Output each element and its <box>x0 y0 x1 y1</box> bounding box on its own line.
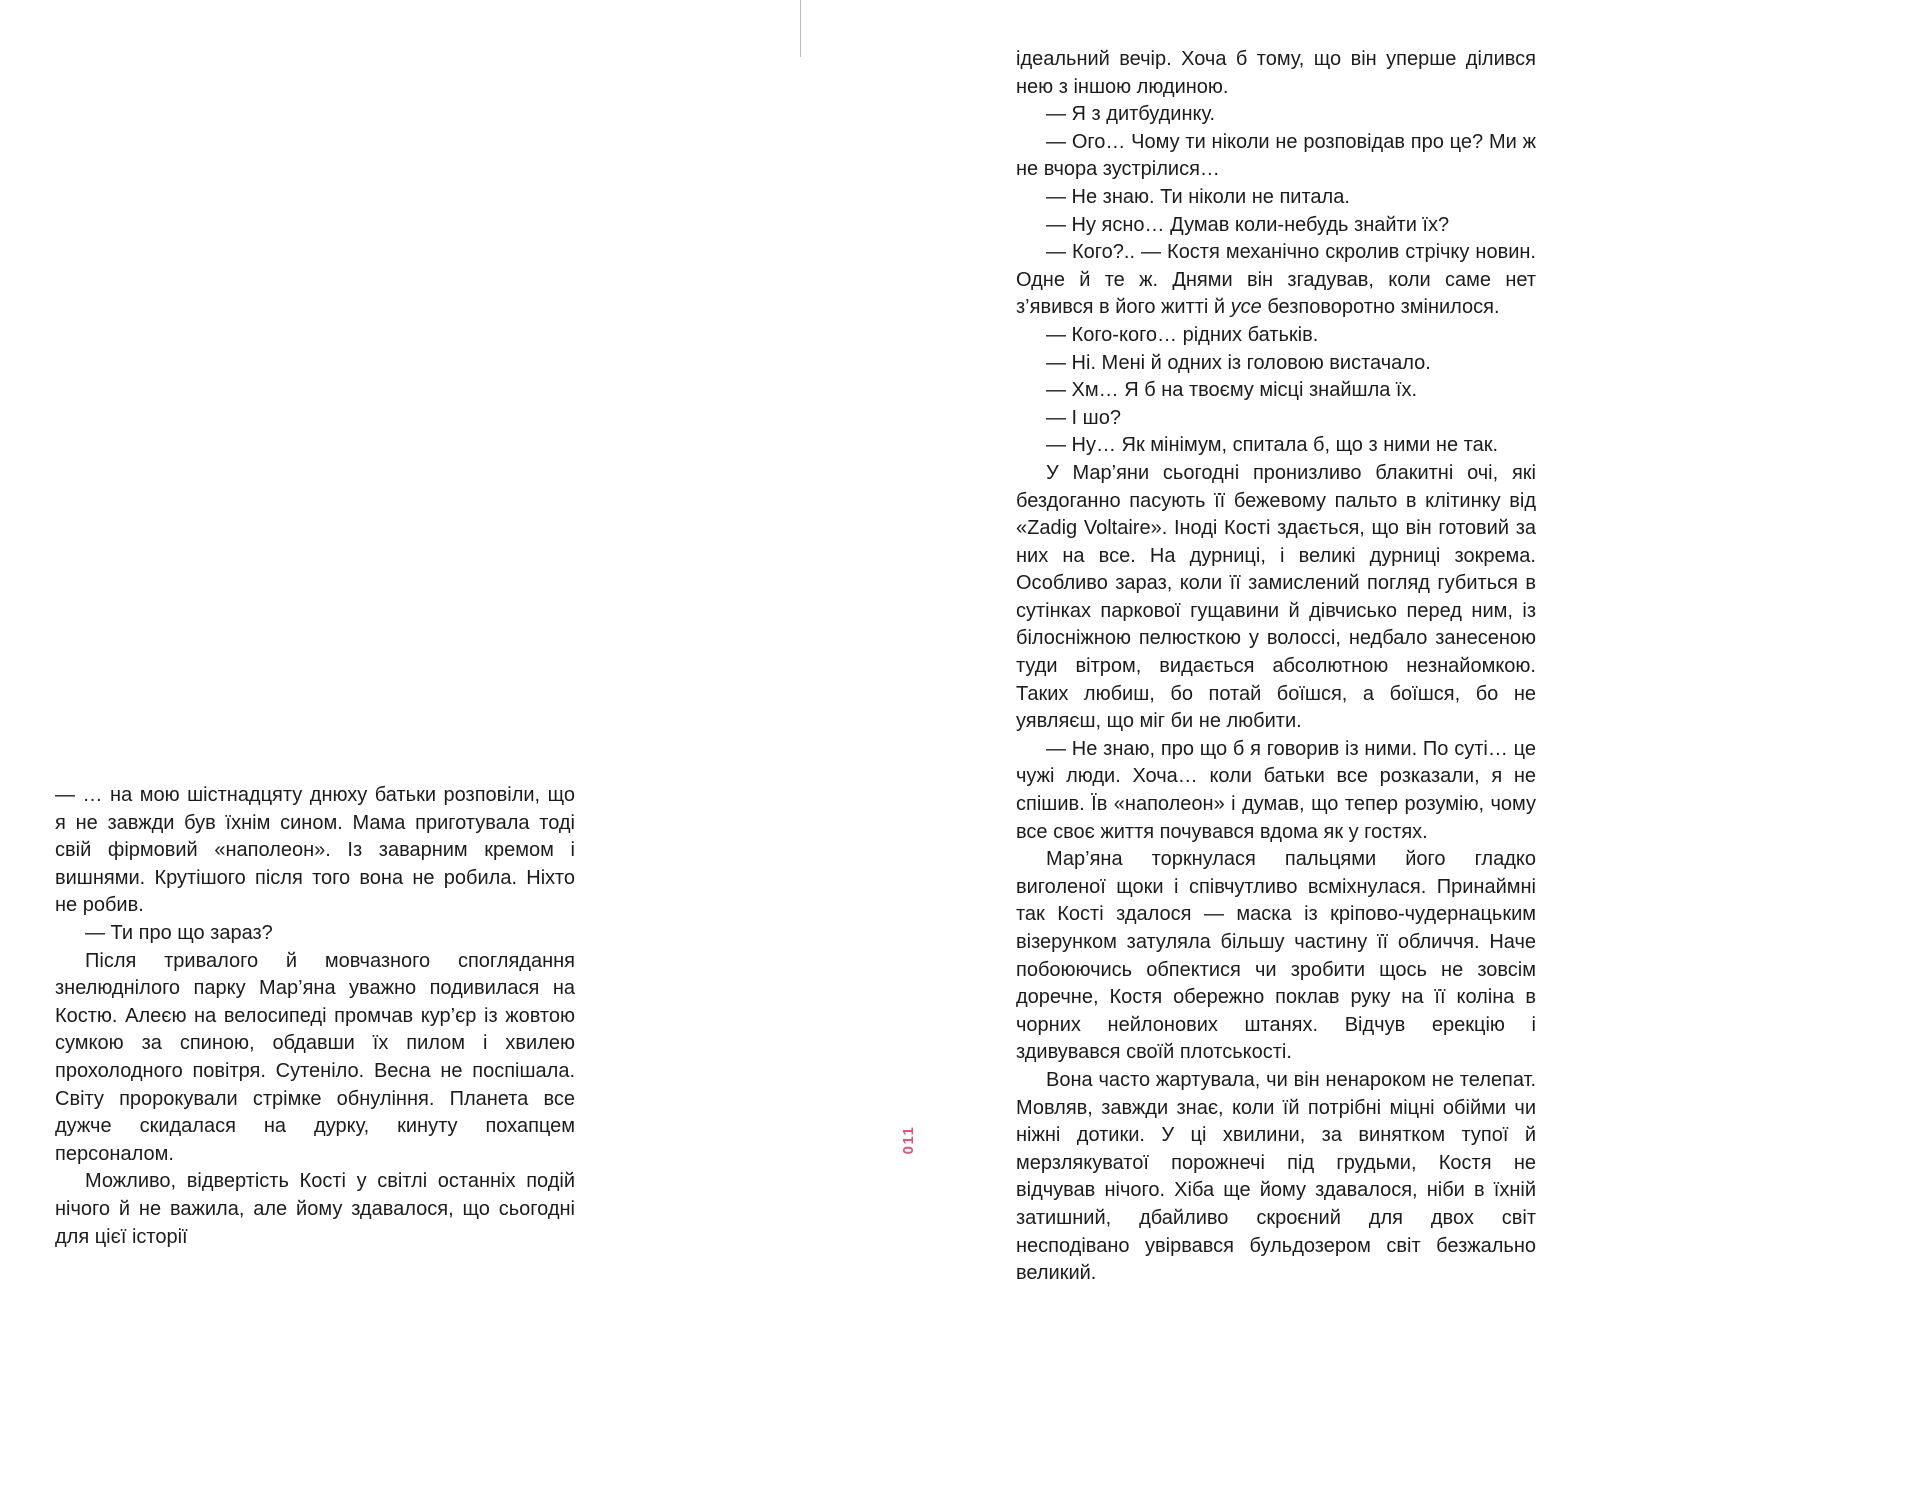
text-run: — Ні. Мені й одних із головою вистачало. <box>1046 351 1431 374</box>
paragraph <box>1016 846 1536 1067</box>
paragraph <box>1016 460 1536 736</box>
text-run: У Мар’яни сьогодні пронизливо блакитні очі, які бездоганно пасують її бежевому пальто в клітинку від «Zadig Voltaire». Іноді Кості здається, що він готовий за них на все. На дурниці, і великі дурниці зокрема. Особливо зараз, коли її замислений погляд губиться в сутінках паркової гущавини й дівчисько перед ним, із білосніжною пелюсткою у волоссі, недбало занесеною туди вітром, видається абсолютною незнайомкою. Таких любиш, бо потай боїшся, а боїшся, бо не уявляєш, що міг би не любити. <box>1016 461 1536 733</box>
paragraph <box>1016 1067 1536 1288</box>
paragraph <box>1016 129 1536 184</box>
text-run: — Не знаю, про що б я говорив із ними. По суті… це чужі люди. Хоча… коли батьки все розказали, я не спішив. Їв «наполеон» і думав, що тепер розумію, чому все своє життя почувався вдома як у гостях. <box>1016 737 1536 843</box>
paragraph <box>1016 101 1536 129</box>
spine-mark <box>800 0 801 57</box>
paragraph <box>1016 432 1536 460</box>
paragraph <box>55 1168 575 1251</box>
text-run: — Не знаю. Ти ніколи не питала. <box>1046 185 1350 208</box>
text-run: — Ого… Чому ти ніколи не розповідав про це? Ми ж не вчора зустрілися… <box>1016 130 1536 181</box>
paragraph <box>1016 239 1536 322</box>
text-run: — Кого?.. — Костя механічно скролив стрічку новин. Одне й те ж. Днями він згадував, коли саме нет з’явився в його житті й <box>1016 241 1536 319</box>
text-run: — Я з дитбудинку. <box>1046 103 1216 126</box>
paragraph <box>1016 377 1536 405</box>
text-run: — Ну… Як мінімум, спитала б, що з ними не так. <box>1046 434 1499 457</box>
text-run: — Кого-кого… рідних батьків. <box>1046 323 1319 346</box>
text-run: Вона часто жартувала, чи він ненароком не телепат. Мовляв, завжди знає, коли їй потрібні міцні обійми чи ніжні дотики. У ці хвилини, за винятком тупої й мерзлякуватої порожнечі під грудьми, Костя не відчував нічого. Хіба ще йому здавалося, ніби в їхній затишний, дбайливо скроєний для двох світ несподівано увірвався бульдозером світ безжально великий. <box>1016 1068 1536 1285</box>
paragraph <box>55 948 575 1169</box>
text-run: безповоротно змінилося. <box>1261 296 1500 319</box>
text-run: — … на мою шістнадцяту днюху батьки розповіли, що я не завжди був їхнім сином. Мама приготувала тоді свій фірмовий «наполеон». Із заварним кремом і вишнями. Крутішого після того вона не робила. Ніхто не робив. <box>55 784 575 917</box>
paragraph <box>1016 322 1536 350</box>
right-page-text <box>1016 46 1536 1288</box>
text-run: Можливо, відвертість Кості у світлі останніх подій нічого й не важила, але йому здавалося, що сьогодні для цієї історії <box>55 1170 575 1248</box>
paragraph <box>1016 212 1536 240</box>
paragraph <box>1016 184 1536 212</box>
paragraph <box>55 782 575 920</box>
text-run: ідеальний вечір. Хоча б тому, що він уперше ділився нею з іншою людиною. <box>1016 48 1536 98</box>
page-number <box>884 1116 932 1164</box>
text-run: Мар’яна торкнулася пальцями його гладко виголеної щоки і співчутливо всміхнулася. Принаймні так Кості здалося — маска із кріпово-чудернацьким візерунком затуляла більшу частину її обличчя. Наче побоюючись обпектися чи зробити щось не зовсім доречне, Костя обережно поклав руку на її коліна в чорних нейлонових штанях. Відчув ерекцію і здивувався своїй плотськості. <box>1016 848 1536 1064</box>
italic-text-run: усе <box>1230 296 1262 319</box>
text-run: — Хм… Я б на твоєму місці знайшла їх. <box>1046 379 1418 402</box>
paragraph <box>1016 46 1536 101</box>
paragraph <box>55 920 575 948</box>
left-page-text <box>55 782 575 1251</box>
text-run: — Ну ясно… Думав коли-небудь знайти їх? <box>1046 213 1450 236</box>
paragraph <box>1016 350 1536 378</box>
paragraph <box>1016 405 1536 433</box>
text-run: — Ти про що зараз? <box>85 921 273 944</box>
text-run: — І шо? <box>1046 406 1121 429</box>
paragraph <box>1016 736 1536 846</box>
page-number-text: 011 <box>899 1125 917 1155</box>
text-run: Після тривалого й мовчазного споглядання знелюднілого парку Мар’яна уважно подивилася на Костю. Алеєю на велосипеді промчав кур’єр із жовтою сумкою за спиною, обдавши їх пилом і хвилею прохолодного повітря. Сутеніло. Весна не поспішала. Світу пророкували стрімке обнуління. Планета все дужче скидалася на дурку, кинуту похапцем персоналом. <box>55 949 575 1165</box>
